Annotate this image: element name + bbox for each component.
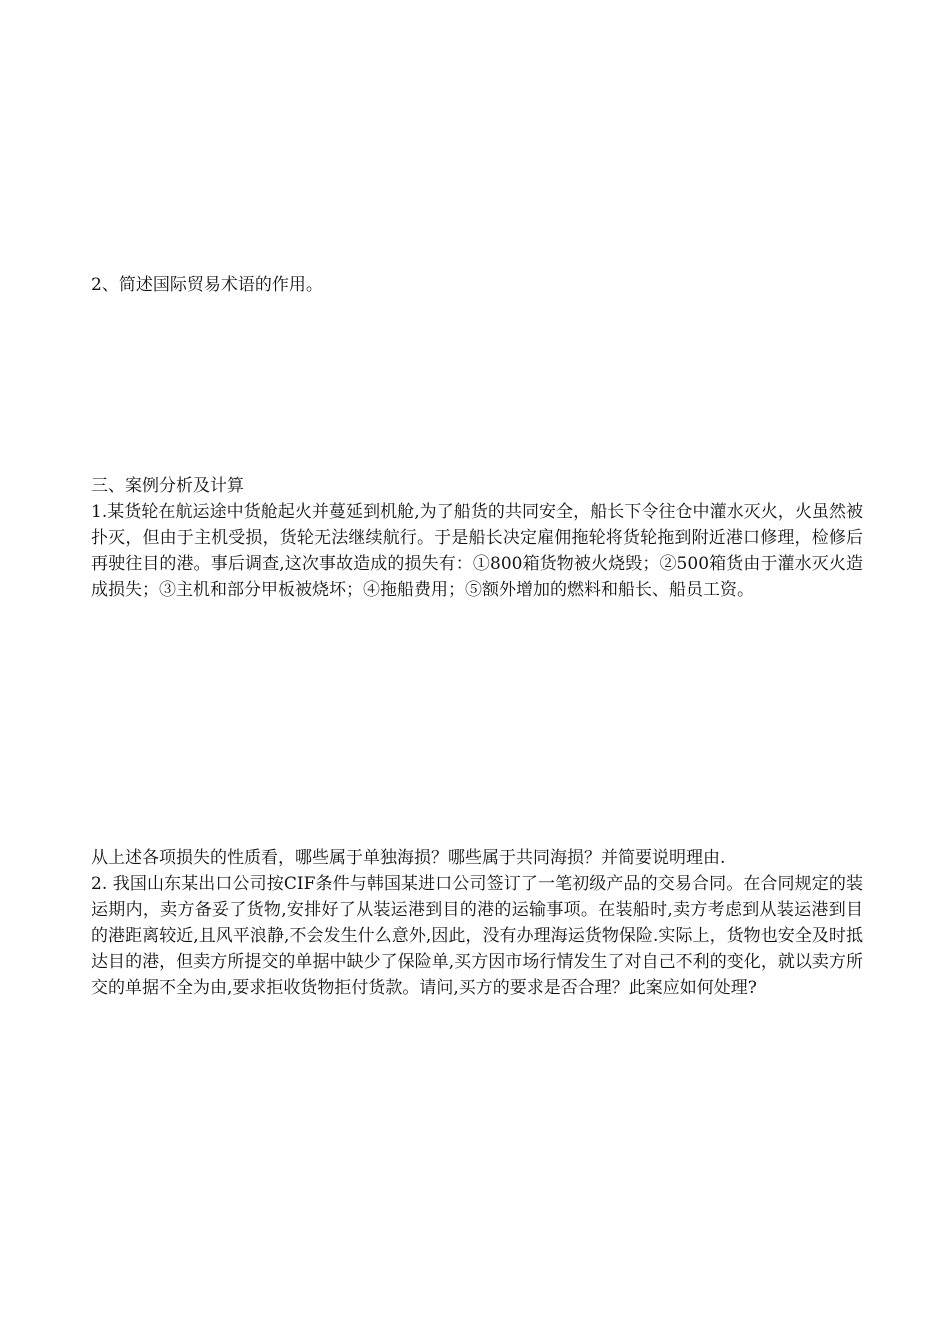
case-continuation: [91, 845, 863, 1001]
question-2-text: 2、简述国际贸易术语的作用。: [91, 275, 323, 295]
case-1-text: 1.某货轮在航运途中货舱起火并蔓延到机舱,为了船货的共同安全，船长下令往仓中灌水灭火，火虽然被扑灭，但由于主机受损，货轮无法继续航行。于是船长决定雇佣拖轮将货轮拖到附近港口修理，检修后再驶往目的港。事后调查,这次事故造成的损失有：①800箱货物被火烧毁；②500箱货由于灌水灭火造成损失；③主机和部分甲板被烧坏；④拖船费用；⑤额外增加的燃料和船长、船员工资。: [91, 502, 863, 600]
section-heading: 三、案例分析及计算: [91, 476, 244, 496]
question-2-block: [91, 272, 863, 298]
case-1-question: 从上述各项损失的性质看，哪些属于单独海损？哪些属于共同海损？并简要说明理由.: [91, 848, 726, 868]
case-analysis-section: [91, 473, 863, 603]
case-2-text: 2. 我国山东某出口公司按CIF条件与韩国某进口公司签订了一笔初级产品的交易合同。在合同规定的装运期内，卖方备妥了货物,安排好了从装运港到目的港的运输事项。在装船时,卖方考虑到从装运港到目的港距离较近,且风平浪静,不会发生什么意外,因此，没有办理海运货物保险.实际上，货物也安全及时抵达目的港，但卖方所提交的单据中缺少了保险单,买方因市场行情发生了对自己不利的变化，就以卖方所交的单据不全为由,要求拒收货物拒付货款。请问,买方的要求是否合理？此案应如何处理?: [91, 874, 863, 998]
